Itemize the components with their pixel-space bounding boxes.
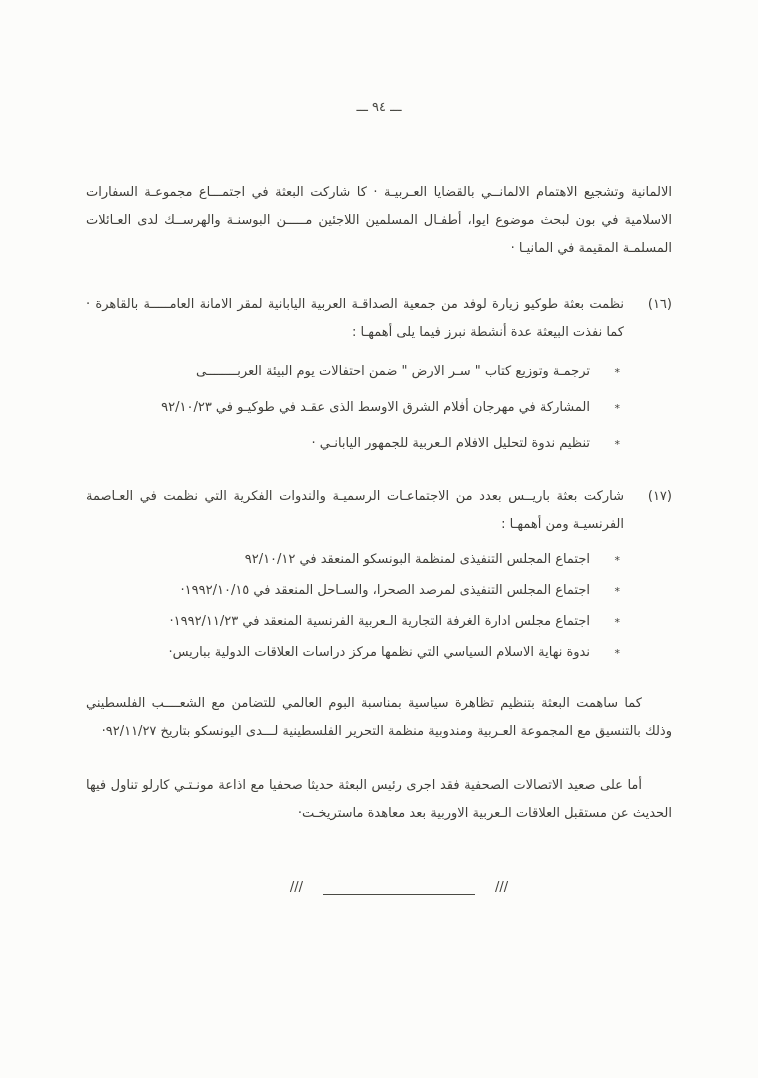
page-number: ـــ ٩٤ ـــ [356, 100, 402, 115]
asterisk-icon: * [614, 553, 620, 567]
numbered-item-16 [86, 291, 672, 347]
item-16-bullet-list [86, 361, 620, 455]
end-of-page-mark [106, 880, 692, 895]
bullet-text: اجتماع المجلس التنفيذى لمرصد الصحرا، والسـاحل المنعقد في ١٩٩٢/١٠/١٥· [180, 582, 590, 598]
bullet-item [86, 361, 620, 383]
bullet-item [86, 642, 620, 664]
closing-paragraph-2: أما على صعيد الاتصالات الصحفية فقد اجرى رئيس البعثة حديثا صحفيا مع اذاعة مونـتـي كارلو تناول فيها الحديث عن مستقبل العلاقات الـعربية الاوربية بعد معاهدة ماستريخـت· [86, 778, 672, 822]
bullet-text: اجتماع المجلس التنفيذى لمنظمة البونسكو المنعقد في ٩٢/١٠/١٢ [244, 551, 590, 567]
closing-paragraph-1: كما ساهمت البعثة بتنظيم تظاهرة سياسية بمناسبة البوم العالمي للتضامن مع الشعــــب الفلسطيني وذلك بالتنسيق مع المجموعة العـربية ومندوبية منظمة التحرير الفلسطينية لـــدى اليونسكو بتاريخ ٩٢/١١/٢٧· [86, 696, 672, 740]
bullet-text: ترجمـة وتوزيع كتاب " سـر الارض " ضمن احتفالات يوم البيئة العربــــــــى [195, 363, 590, 379]
divider-line [323, 884, 475, 895]
item-16-text: نظمت بعثة طوكيو زيارة لوفد من جمعية الصداقـة العربية اليابانية لمقر الامانة العامـــــة بالقاهرة · كما نفذت البيعثة عدة أنشطة نبرز فيما يلى أهمهـا : [86, 296, 624, 340]
bullet-item [86, 397, 620, 419]
slashes-left: /// [289, 879, 303, 895]
bullet-text: تنظيم ندوة لتحليل الافلام الـعربية للجمهور اليابانـي · [311, 435, 590, 451]
item-17-number: (١٧) [647, 488, 672, 504]
bullet-text: اجتماع مجلس ادارة الغرفة التجارية الـعربية الفرنسية المنعقد في ١٩٩٢/١١/٢٣· [169, 614, 590, 630]
bullet-item [86, 611, 620, 633]
asterisk-icon: * [614, 401, 620, 415]
asterisk-icon: * [614, 584, 620, 598]
bullet-text: المشاركة في مهرجان أفلام الشرق الاوسط الذى عقـد في طوكيـو في ٩٢/١٠/٢٣ [161, 399, 590, 415]
bullet-item [86, 433, 620, 455]
bullet-item [86, 549, 620, 571]
numbered-item-17 [86, 483, 672, 539]
item-17-bullet-list [86, 549, 620, 664]
bullet-item [86, 580, 620, 602]
intro-paragraph: الالمانية وتشجيع الاهتمام الالمانــي بالقضايا العـربيـة · كا شاركت البعثة في اجتمـــاع مجموعـة السفارات الاسلامية في بون لبحث موضوع ايوا، أطفـال المسلمين اللاجئين مـــــن البوسنـة والهرســك لدى العـائلات المسلمـة المقيمة في المانيـا · [86, 185, 672, 256]
asterisk-icon: * [614, 616, 620, 630]
item-17-text: شاركت بعثة باريــس بعدد من الاجتماعـات الرسميـة والندوات الفكرية التي نظمت في العـاصمة الفرنسيـة ومن أهمهـا : [86, 488, 624, 532]
asterisk-icon: * [614, 647, 620, 661]
asterisk-icon: * [614, 365, 620, 379]
item-16-number: (١٦) [647, 296, 672, 312]
bullet-text: ندوة نهاية الاسلام السياسي التي نظمها مركز دراسات العلاقات الدولية بباريس· [168, 645, 590, 661]
slashes-right: /// [495, 879, 509, 895]
asterisk-icon: * [614, 437, 620, 451]
